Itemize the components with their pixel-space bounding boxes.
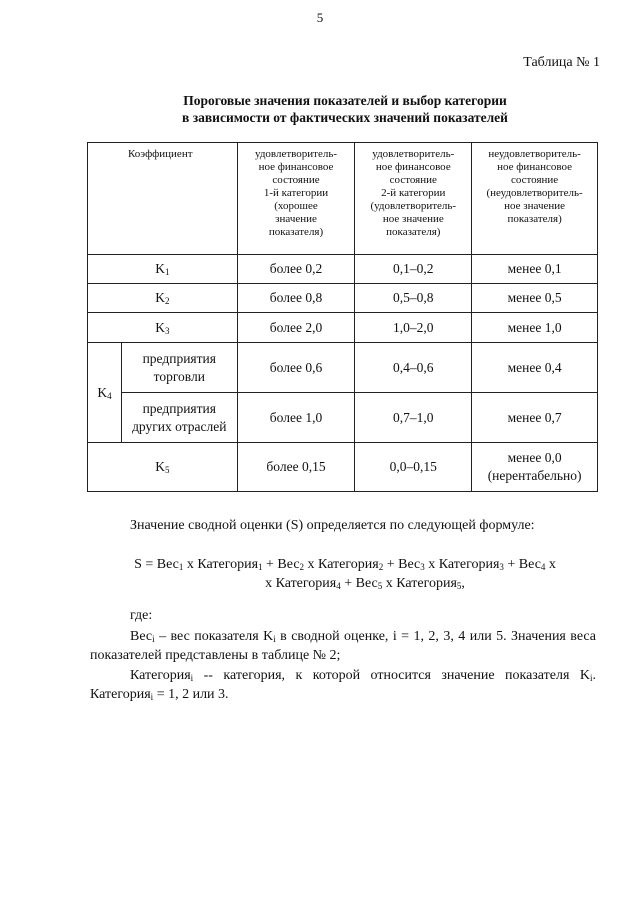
k3-cat3: менее 1,0 xyxy=(472,313,598,343)
k4-other-cat2: 0,7–1,0 xyxy=(355,393,472,443)
title-line-2: в зависимости от фактических значений показателей xyxy=(182,110,508,125)
k1-cat1: более 0,2 xyxy=(237,255,355,284)
header-coefficient: Коэффициент xyxy=(88,143,238,255)
table-row-k1 xyxy=(88,255,598,284)
k2-cat3: менее 0,5 xyxy=(472,284,598,313)
definition-category: Категория$_i$ -- категория, к которой относится значение показателя $K_i$. Категория$_i$ = 1, 2 или 3. xyxy=(90,668,596,702)
k4-trade-cat3: менее 0,4 xyxy=(472,343,598,393)
coef-k4: $K_4$ xyxy=(88,343,122,443)
summary-formula xyxy=(100,555,590,593)
table-row-k5 xyxy=(88,443,598,492)
k5-cat1: более 0,15 xyxy=(237,443,355,492)
formula-line-2: x Категория$_4$ + Вес$_5$ x Категория$_5$, xyxy=(265,576,465,591)
table-label: Таблица № 1 xyxy=(523,55,600,70)
k4-trade-cat2: 0,4–0,6 xyxy=(355,343,472,393)
table-row-k2 xyxy=(88,284,598,313)
formula-line-1: S = Вес$_1$ x Категория$_1$ + Вес$_2$ x Категория$_2$ + Вес$_3$ x Категория$_3$ + Вес$_4$ x xyxy=(134,557,556,572)
table-title xyxy=(0,92,640,126)
formula-intro: Значение сводной оценки (S) определяется по следующей формуле: xyxy=(130,518,535,533)
k5-cat3: менее 0,0 (нерентабельно) xyxy=(472,443,598,492)
k4-trade-cat1: более 0,6 xyxy=(237,343,355,393)
thresholds-table xyxy=(87,142,598,492)
header-category-3: неудовлетворитель- ное финансовое состояние (неудовлетворитель- ное значение показателя) xyxy=(472,143,598,255)
header-category-2: удовлетворитель- ное финансовое состояние 2-й категории (удовлетворитель- ное значение показателя) xyxy=(355,143,472,255)
k1-cat3: менее 0,1 xyxy=(472,255,598,284)
table-row-k4-trade xyxy=(88,343,598,393)
title-line-1: Пороговые значения показателей и выбор категории xyxy=(183,93,507,108)
coef-k1: $K_1$ xyxy=(88,255,238,284)
coef-k2: $K_2$ xyxy=(88,284,238,313)
page-number: 5 xyxy=(316,10,324,25)
k3-cat1: более 2,0 xyxy=(237,313,355,343)
k5-cat2: 0,0–0,15 xyxy=(355,443,472,492)
k4-trade-label: предприятия торговли xyxy=(121,343,237,393)
k2-cat2: 0,5–0,8 xyxy=(355,284,472,313)
k1-cat2: 0,1–0,2 xyxy=(355,255,472,284)
k4-other-cat3: менее 0,7 xyxy=(472,393,598,443)
definition-weight: Вес$_i$ – вес показателя $K_i$ в сводной оценке, i = 1, 2, 3, 4 или 5. Значения веса показателей представлены в таблице № 2; xyxy=(90,629,596,663)
coef-k3: $K_3$ xyxy=(88,313,238,343)
k2-cat1: более 0,8 xyxy=(237,284,355,313)
where-label: где: xyxy=(130,608,153,623)
k4-other-label: предприятия других отраслей xyxy=(121,393,237,443)
table-row-k3 xyxy=(88,313,598,343)
k3-cat2: 1,0–2,0 xyxy=(355,313,472,343)
k4-other-cat1: более 1,0 xyxy=(237,393,355,443)
table-row-k4-other xyxy=(88,393,598,443)
coef-k5: $K_5$ xyxy=(88,443,238,492)
table-header-row xyxy=(88,143,598,255)
header-category-1: удовлетворитель- ное финансовое состояние 1-й категории (хорошее значение показателя) xyxy=(237,143,355,255)
